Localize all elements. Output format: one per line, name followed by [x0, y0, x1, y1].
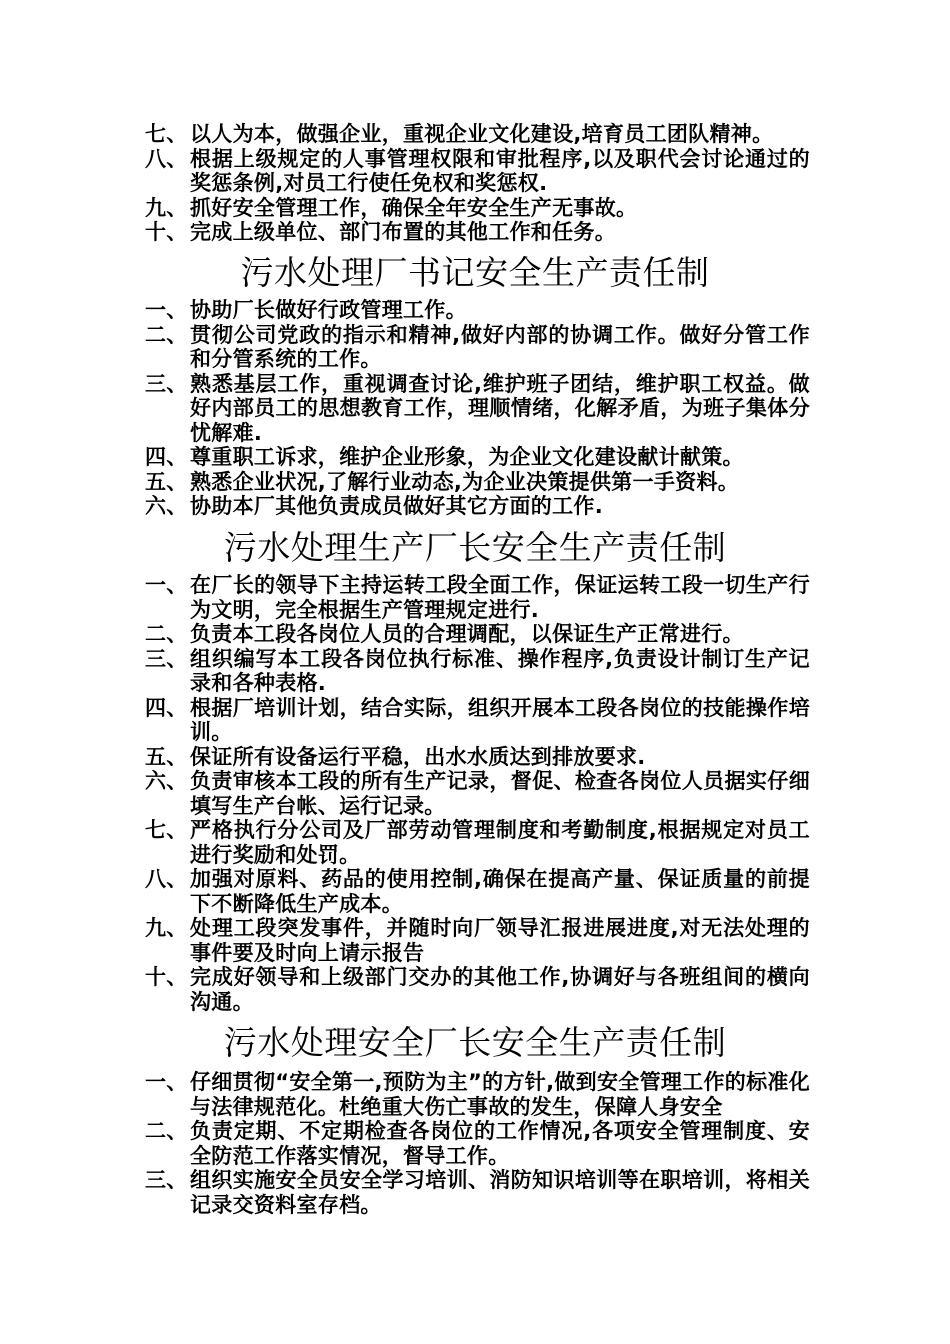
item-number: 三、: [145, 371, 188, 396]
list-item: [145, 573, 810, 622]
item-text: 加强对原料、药品的使用控制,确保在提高产量、保证质量的前提下不断降低生产成本。: [190, 867, 810, 916]
list-item: [145, 622, 810, 647]
list-item: [145, 323, 810, 372]
list-item: [145, 220, 810, 245]
item-text: 以人为本，做强企业，重视企业文化建设,培育员工团队精神。: [190, 122, 774, 146]
item-text: 尊重职工诉求，维护企业形象，为企业文化建设献计献策。: [190, 445, 744, 469]
item-number: 十、: [145, 965, 188, 989]
section-title-secretary: 污水处理厂书记安全生产责任制: [240, 253, 710, 292]
item-text: 负责定期、不定期检查各岗位的工作情况,各项安全管理制度、安全防范工作落实情况，督导工作。: [190, 1119, 810, 1168]
item-text: 严格执行分公司及厂部劳动管理制度和考勤制度,根据规定对员工进行奖励和处罚。: [190, 818, 810, 867]
item-number: 一、: [145, 573, 188, 597]
list-item: [145, 1070, 810, 1119]
section-title-safety-director: 污水处理安全厂长安全生产责任制: [223, 1023, 727, 1062]
list-item: [145, 494, 810, 519]
list-item: [145, 647, 810, 696]
item-text: 协助本厂其他负责成员做好其它方面的工作.: [190, 494, 603, 518]
item-number: 一、: [145, 1070, 188, 1094]
list-item: [145, 470, 810, 495]
item-text: 仔细贯彻“安全第一,预防为主”的方针,做到安全管理工作的标准化与法律规范化。杜绝重大伤亡事故的发生，保障人身安全: [190, 1070, 810, 1119]
item-text: 熟悉基层工作，重视调查讨论,维护班子团结，维护职工权益。做好内部员工的思想教育工作，理顺情绪，化解矛盾，为班子集体分忧解难.: [190, 371, 810, 445]
item-text: 负责审核本工段的所有生产记录，督促、检查各岗位人员据实仔细填写生产台帐、运行记录。: [190, 769, 810, 818]
list-item: [145, 1119, 810, 1168]
item-text: 熟悉企业状况,了解行业动态,为企业决策提供第一手资料。: [190, 469, 740, 494]
list-item: [145, 916, 810, 965]
list-item: [145, 745, 810, 770]
item-number: 二、: [145, 622, 188, 646]
item-text: 根据厂培训计划，结合实际，组织开展本工段各岗位的技能操作培训。: [190, 695, 810, 744]
item-number: 二、: [145, 1119, 188, 1143]
section-3-list: [145, 1070, 810, 1217]
item-text: 保证所有设备运行平稳，出水水质达到排放要求.: [190, 744, 646, 769]
list-item: [145, 298, 810, 323]
item-number: 七、: [145, 818, 188, 842]
item-text: 组织实施安全员安全学习培训、消防知识培训等在职培训，将相关记录交资料室存档。: [190, 1168, 810, 1217]
item-number: 四、: [145, 695, 188, 720]
item-text: 在厂长的领导下主持运转工段全面工作，保证运转工段一切生产行为文明，完全根据生产管理规定进行.: [190, 573, 810, 622]
section-2-list: [145, 573, 810, 1014]
section-1-list: [145, 298, 810, 519]
item-number: 九、: [145, 916, 188, 940]
item-number: 一、: [145, 298, 188, 322]
item-text: 处理工段突发事件，并随时向厂领导汇报进展进度,对无法处理的事件要及时向上请示报告: [190, 916, 810, 965]
item-number: 五、: [145, 744, 188, 769]
item-number: 八、: [145, 867, 188, 891]
item-number: 三、: [145, 646, 188, 671]
list-item: [145, 147, 810, 196]
item-number: 五、: [145, 469, 188, 494]
section-title-production-director: 污水处理生产厂长安全生产责任制: [223, 528, 727, 567]
list-item: [145, 769, 810, 818]
list-item: [145, 196, 810, 221]
item-text: 负责本工段各岗位人员的合理调配，以保证生产正常进行。: [190, 622, 744, 646]
list-item: [145, 1168, 810, 1217]
item-number: 四、: [145, 445, 188, 469]
item-text: 完成上级单位、部门布置的其他工作和任务。: [190, 220, 616, 244]
item-number: 三、: [145, 1168, 188, 1192]
item-text: 组织编写本工段各岗位执行标准、操作程序,负责设计制订生产记录和各种表格.: [190, 646, 810, 695]
item-text: 协助厂长做好行政管理工作。: [190, 298, 467, 322]
item-number: 六、: [145, 494, 188, 518]
item-number: 十、: [145, 220, 188, 244]
list-item: [145, 372, 810, 446]
list-item: [145, 122, 810, 147]
item-number: 九、: [145, 195, 188, 220]
item-text: 抓好安全管理工作，确保全年安全生产无事故。: [190, 195, 638, 220]
item-text: 完成好领导和上级部门交办的其他工作,协调好与各班组间的横向沟通。: [190, 965, 810, 1014]
item-number: 八、: [145, 146, 188, 171]
item-text: 根据上级规定的人事管理权限和审批程序,以及职代会讨论通过的奖惩条例,对员工行使任免权和奖惩权.: [190, 146, 810, 195]
list-item: [145, 818, 810, 867]
list-item: [145, 867, 810, 916]
item-number: 二、: [145, 322, 188, 347]
item-number: 七、: [145, 122, 188, 146]
item-number: 六、: [145, 769, 188, 793]
list-item: [145, 445, 810, 470]
list-item: [145, 696, 810, 745]
item-text: 贯彻公司党政的指示和精神,做好内部的协调工作。做好分管工作和分管系统的工作。: [190, 322, 810, 371]
section-0-list: [145, 122, 810, 245]
list-item: [145, 965, 810, 1014]
